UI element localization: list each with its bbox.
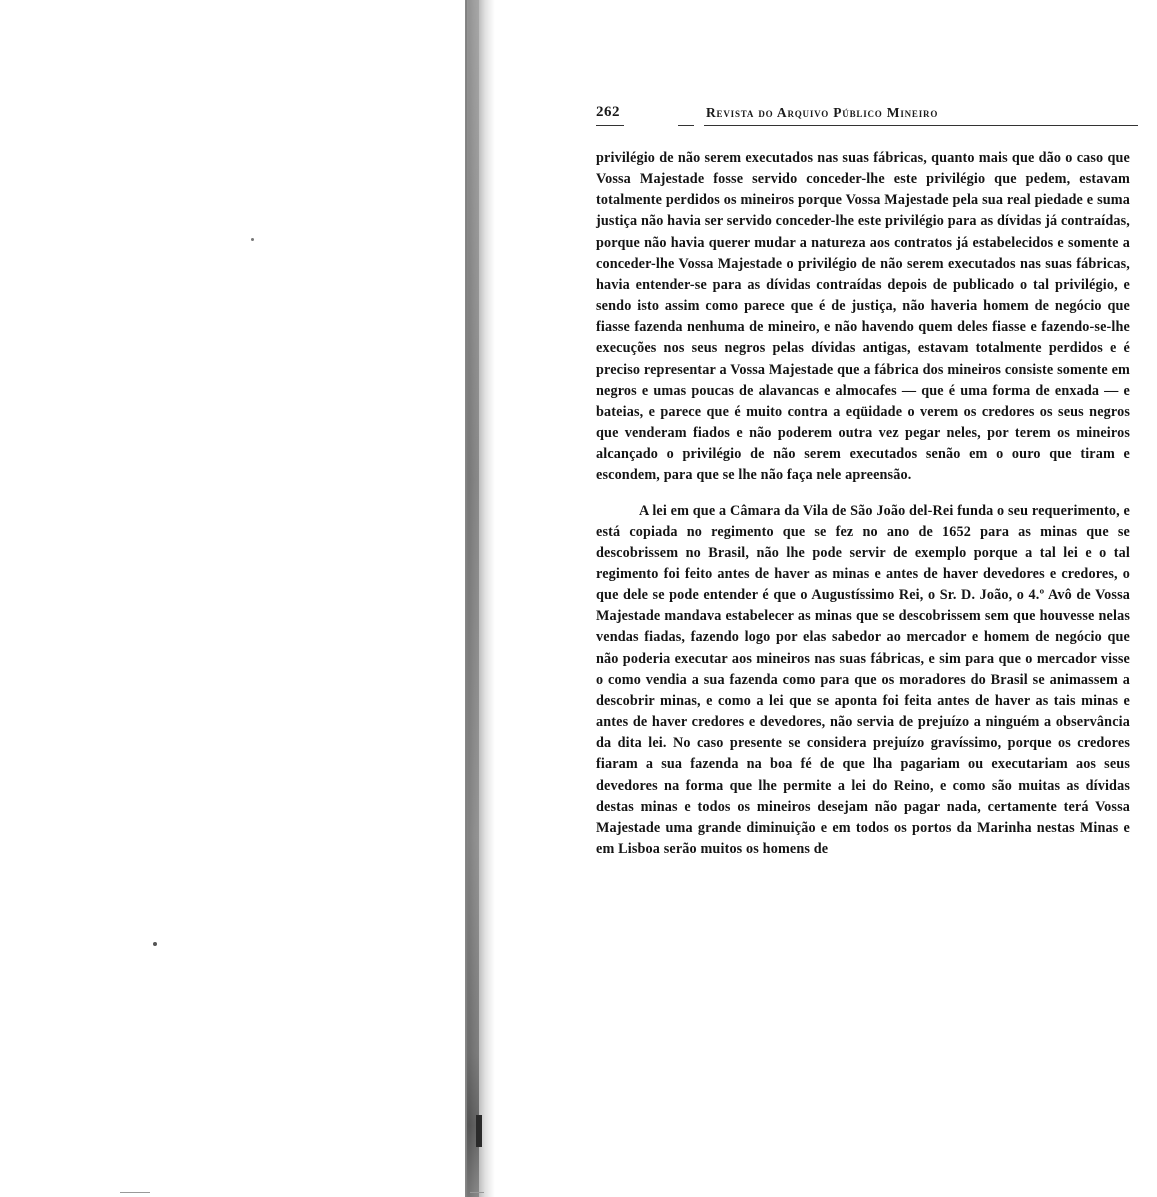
paper-speck	[251, 238, 254, 241]
body-text	[596, 148, 1130, 860]
paper-speck	[153, 942, 157, 946]
journal-title: Revista do Arquivo Público Mineiro	[706, 105, 939, 120]
left-blank-page	[0, 0, 466, 1197]
header-rule	[596, 125, 624, 126]
header-rule	[678, 125, 694, 126]
gutter-shadow	[467, 0, 479, 1197]
running-head	[596, 100, 1130, 126]
right-text-page	[596, 100, 1130, 874]
page-number: 262	[596, 104, 620, 120]
page-edge-mark	[470, 1192, 484, 1193]
paragraph-continued: privilégio de não serem executados nas suas fábricas, quanto mais que dão o caso que Vossa Majestade fosse servido conceder-lhe este privilégio que pedem, estavam totalmente perdidos os mineiros porque Vossa Majestade pela sua real piedade e suma justiça não havia ser servido conceder-lhe este privilégio para as dívidas já contraídas, porque não havia querer mudar a natureza aos contratos já estabelecidos e somente a conceder-lhe Vossa Majestade o privilégio de não serem executados nas suas fábricas, havia entender-se para as dívidas contraídas depois de publicado o tal privilégio, e sendo isto assim como parece que é de justiça, não haveria homem de negócio que fiasse fazenda nenhuma de mineiro, e não havendo quem deles fiasse e fazendo-se-lhe execuções nos seus negros pelas dívidas antigas, estavam totalmente perdidos e é preciso representar a Vossa Majestade que a fábrica dos mineiros consiste somente em negros e umas poucas de alavancas e almocafes — que é uma forma de enxada — e bateias, e parece que é muito contra a eqüidade o verem os credores os seus negros que venderam fiados e não poderem outra vez pegar neles, por terem os mineiros alcançado o privilégio de não serem executados senão em o ouro que tiram e escondem, para que se lhe não faça nele apreensão.	[596, 150, 1130, 484]
binding-thread-mark	[476, 1115, 482, 1147]
paragraph: A lei em que a Câmara da Vila de São João del-Rei funda o seu requerimento, e está copiada no regimento que se fez no ano de 1652 para as minas que se descobrissem no Brasil, não lhe pode servir de exemplo porque a tal lei e o tal regimento foi feito antes de haver as minas e antes de haver devedores e credores, o que dele se pode entender é que o Augustíssimo Rei, o Sr. D. João, o 4.º Avô de Vossa Majestade mandava estabelecer as minas que se descobrissem sem que houvesse nelas vendas fiadas, fazendo logo por elas sabedor ao mercador e homem de negócio que não poderia executar aos mineiros nas suas fábricas, e sim para que o mercador visse o como vendia a sua fazenda como para que os moradores do Brasil se animassem a descobrir minas, e como a lei que se aponta foi feita antes de haver as tais minas e antes de haver credores e devedores, não servia de prejuízo a ninguém a observância da dita lei. No caso presente se considera prejuízo gravíssimo, porque os credores fiaram a sua fazenda na boa fé de que lha pagariam ou executariam aos seus devedores na forma que lhe permite a lei do Reino, e como são muitas as dívidas destas minas e todos os mineiros desejam não pagar nada, certamente terá Vossa Majestade uma grande diminuição e em todos os portos da Marinha nestas Minas e em Lisboa serão muitos os homens de	[596, 502, 1130, 857]
header-rule	[704, 125, 1138, 126]
page-edge-mark	[120, 1192, 150, 1193]
